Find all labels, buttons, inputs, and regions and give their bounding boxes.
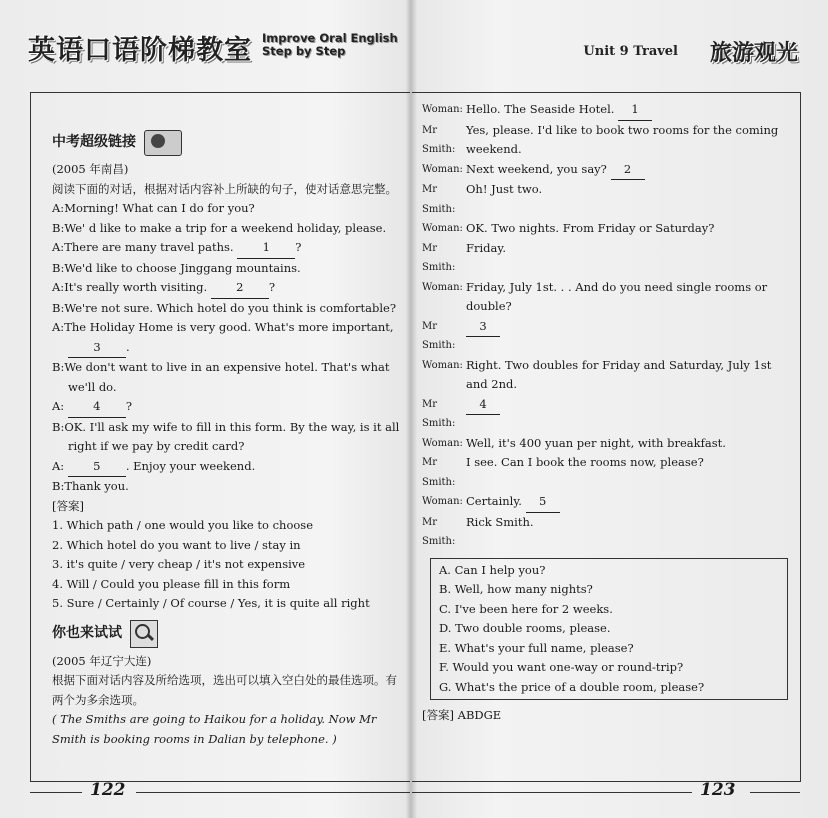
dialogue-line <box>52 278 408 299</box>
choices-list <box>439 561 779 698</box>
dialogue-speaker: A: <box>52 280 65 294</box>
dialogue-text: I see. Can I book the rooms now, please? <box>466 455 704 469</box>
dialogue-line <box>422 395 792 434</box>
dialogue-speaker: Woman: <box>422 163 463 175</box>
answer-item: 2. Which hotel do you want to live / stay in <box>52 537 301 552</box>
choice-option: A. Can I help you? <box>439 562 546 577</box>
dialogue-line <box>52 299 408 319</box>
dialogue-text: We'd like to choose Jinggang mountains. <box>64 260 301 275</box>
section2-context: ( The Smiths are going to Haikou for a holiday. Now Mr Smith is booking rooms in Dalian by telephone. ) <box>52 712 377 746</box>
footer-rule-right <box>412 792 692 793</box>
dialogue-text: We' d like to make a trip for a weekend holiday, please. <box>64 220 387 235</box>
dialogue-line <box>52 378 408 398</box>
dialogue-content <box>466 492 792 513</box>
dialogue-line <box>422 278 792 317</box>
dialogue-content <box>466 180 792 219</box>
right-page <box>412 0 828 818</box>
section1-title: 中考超级链接 <box>52 134 136 151</box>
dialogue-line <box>52 199 408 219</box>
unit-title-cn: 旅游观光 <box>709 41 798 66</box>
answer-item: 1. Which path / one would you like to choose <box>52 518 313 532</box>
section2-source: (2005 年辽宁大连) <box>52 653 152 668</box>
blank-suffix: . Enjoy your weekend. <box>125 458 256 473</box>
dialogue-text: Well, it's 400 yuan per night, with breakfast. <box>466 435 726 450</box>
dialogue-text: Right. Two doubles for Friday and Saturday, July 1st and 2nd. <box>466 357 772 391</box>
answer-blank: 1 <box>618 100 652 121</box>
left-dialogue <box>52 199 408 497</box>
choices-box <box>430 558 788 701</box>
dialogue-speaker: B: <box>52 419 65 434</box>
footer-rule-left <box>30 792 82 793</box>
dialogue-line <box>52 397 408 418</box>
dialogue-speaker: Mr Smith: <box>422 398 456 429</box>
dialogue-text: Hello. The Seaside Hotel. <box>466 102 615 116</box>
dialogue-speaker: B: <box>52 220 65 235</box>
answer-blank: 3 <box>466 317 500 338</box>
blank-suffix: ? <box>295 240 302 254</box>
answer-item: 3. it's quite / very cheap / it's not expensive <box>52 557 306 571</box>
dialogue-content <box>466 317 792 356</box>
dialogue-line <box>422 180 792 219</box>
dialogue-text: Yes, please. I'd like to book two rooms for the coming weekend. <box>466 122 779 156</box>
blank-suffix: . <box>126 339 130 354</box>
answer-blank: 4 <box>466 395 500 416</box>
blank-suffix: ? <box>125 399 133 413</box>
dialogue-text: Morning! What can I do for you? <box>64 201 255 215</box>
dialogue-speaker: A: <box>52 458 65 473</box>
dialogue-speaker: Mr Smith: <box>422 457 456 488</box>
dialogue-text: We're not sure. Which hotel do you think is comfortable? <box>64 300 396 315</box>
dialogue-speaker: B: <box>52 300 65 315</box>
dialogue-speaker: Woman: <box>422 223 463 234</box>
answer-blank: 3 <box>68 338 126 359</box>
dialogue-line <box>52 358 408 378</box>
book-title-en <box>262 32 398 58</box>
left-page <box>0 0 410 818</box>
dialogue-line <box>422 219 792 239</box>
dialogue-content <box>466 160 792 181</box>
dialogue-speaker: Woman: <box>422 496 463 507</box>
choice-option: F. Would you want one-way or round-trip? <box>439 660 684 674</box>
book-title-en-line1: Improve Oral English <box>262 31 398 45</box>
dialogue-line <box>52 219 408 239</box>
dialogue-speaker: B: <box>52 360 65 374</box>
dialogue-line <box>52 318 408 338</box>
dialogue-speaker: Woman: <box>422 437 463 449</box>
right-dialogue <box>422 100 792 552</box>
dialogue-line <box>52 338 408 359</box>
dialogue-text: Oh! Just two. <box>466 182 543 196</box>
dialogue-content <box>466 434 792 454</box>
dialogue-content <box>466 100 792 121</box>
dialogue-speaker: B: <box>52 260 65 275</box>
dialogue-content <box>466 356 792 395</box>
dialogue-speaker: A: <box>52 201 65 215</box>
dialogue-speaker: Mr Smith: <box>422 124 456 155</box>
footer-rule-left-2 <box>136 792 410 793</box>
dialogue-line <box>422 317 792 356</box>
dialogue-speaker: Mr Smith: <box>422 184 456 215</box>
dialogue-content <box>466 278 792 317</box>
dialogue-speaker: Mr Smith: <box>422 516 456 547</box>
dialogue-text: The Holiday Home is very good. What's more important, <box>64 320 394 334</box>
dialogue-content <box>466 239 792 278</box>
dialogue-line <box>52 238 408 259</box>
dialogue-text: Rick Smith. <box>466 514 534 529</box>
dialogue-line <box>52 259 408 279</box>
page-number-left: 122 <box>90 780 126 800</box>
right-page-header <box>538 34 798 70</box>
dialogue-content <box>466 453 792 492</box>
section2-instructions: 根据下面对话内容及所给选项，选出可以填入空白处的最佳选项。有两个为多余选项。 <box>52 673 397 707</box>
answer-blank: 4 <box>68 397 126 418</box>
dialogue-line <box>52 437 408 457</box>
answer-label: [答案] <box>52 498 84 513</box>
dialogue-speaker: A: <box>52 320 65 334</box>
globe-mail-icon <box>144 130 182 156</box>
dialogue-line <box>422 453 792 492</box>
choice-option: C. I've been here for 2 weeks. <box>439 601 613 616</box>
dialogue-speaker: Woman: <box>422 104 463 115</box>
dialogue-content <box>466 395 792 434</box>
dialogue-line <box>422 513 792 552</box>
answer-blank: 1 <box>237 238 295 259</box>
dialogue-text: right if we pay by credit card? <box>68 439 245 453</box>
unit-label: Unit 9 Travel <box>583 44 678 59</box>
dialogue-text: Friday, July 1st. . . And do you need single rooms or double? <box>466 279 768 313</box>
dialogue-line <box>52 477 408 497</box>
right-answer-line <box>422 706 792 726</box>
book-title-en-line2: Step by Step <box>262 44 346 58</box>
dialogue-text: we'll do. <box>68 379 117 394</box>
dialogue-speaker: A: <box>52 240 65 254</box>
dialogue-text: Certainly. <box>466 494 522 508</box>
magnifier-icon <box>130 620 158 648</box>
section1-source: (2005 年南昌) <box>52 162 129 176</box>
dialogue-line <box>422 160 792 181</box>
dialogue-line <box>422 121 792 160</box>
dialogue-text: Thank you. <box>64 479 129 493</box>
answer-item: 4. Will / Could you please fill in this form <box>52 576 291 591</box>
dialogue-text: There are many travel paths. <box>64 240 234 254</box>
dialogue-speaker: B: <box>52 479 65 493</box>
dialogue-line <box>422 356 792 395</box>
dialogue-text: OK. Two nights. From Friday or Saturday? <box>466 221 715 235</box>
dialogue-line <box>52 418 408 438</box>
section-title-link <box>52 130 408 156</box>
choice-option: B. Well, how many nights? <box>439 582 593 596</box>
dialogue-line <box>422 100 792 121</box>
dialogue-speaker: Mr Smith: <box>422 242 456 273</box>
footer-rule-right-2 <box>750 792 800 793</box>
dialogue-text: Friday. <box>466 240 506 255</box>
dialogue-speaker: Mr Smith: <box>422 320 456 351</box>
choice-option: D. Two double rooms, please. <box>439 621 611 635</box>
dialogue-text: Next weekend, you say? <box>466 161 607 176</box>
dialogue-content <box>466 121 792 160</box>
answer-item: 5. Sure / Certainly / Of course / Yes, it is quite all right <box>52 596 370 610</box>
dialogue-line <box>422 492 792 513</box>
answer-blank: 5 <box>526 492 560 513</box>
dialogue-content <box>466 219 792 239</box>
dialogue-line <box>422 434 792 454</box>
choice-option: G. What's the price of a double room, please? <box>439 679 705 694</box>
dialogue-speaker: Woman: <box>422 359 463 371</box>
book-title-cn: 英语口语阶梯教室 <box>28 35 252 66</box>
left-page-body <box>52 130 408 749</box>
blank-suffix: ? <box>268 280 275 294</box>
section-title-try <box>52 620 408 648</box>
dialogue-speaker: Woman: <box>422 281 463 293</box>
left-answers <box>52 516 408 614</box>
answer-blank: 2 <box>211 278 269 299</box>
right-answer-value: ABDGE <box>457 708 502 722</box>
answer-blank: 2 <box>611 160 645 181</box>
dialogue-line <box>422 239 792 278</box>
dialogue-text: We don't want to live in an expensive hotel. That's what <box>64 360 390 374</box>
right-page-body <box>422 100 792 726</box>
page-number-right: 123 <box>700 780 736 800</box>
dialogue-line <box>52 457 408 478</box>
dialogue-text: OK. I'll ask my wife to fill in this form. By the way, is it all <box>64 419 400 434</box>
choice-option: E. What's your full name, please? <box>439 640 634 655</box>
dialogue-content <box>466 513 792 552</box>
dialogue-text: It's really worth visiting. <box>64 280 208 294</box>
answer-blank: 5 <box>68 457 126 478</box>
left-page-header <box>24 26 404 68</box>
dialogue-speaker: A: <box>52 399 65 413</box>
right-answer-label: [答案] <box>422 708 454 722</box>
section1-instructions: 阅读下面的对话，根据对话内容补上所缺的句子，使对话意思完整。 <box>52 181 397 196</box>
section2-title: 你也来试试 <box>52 624 122 641</box>
